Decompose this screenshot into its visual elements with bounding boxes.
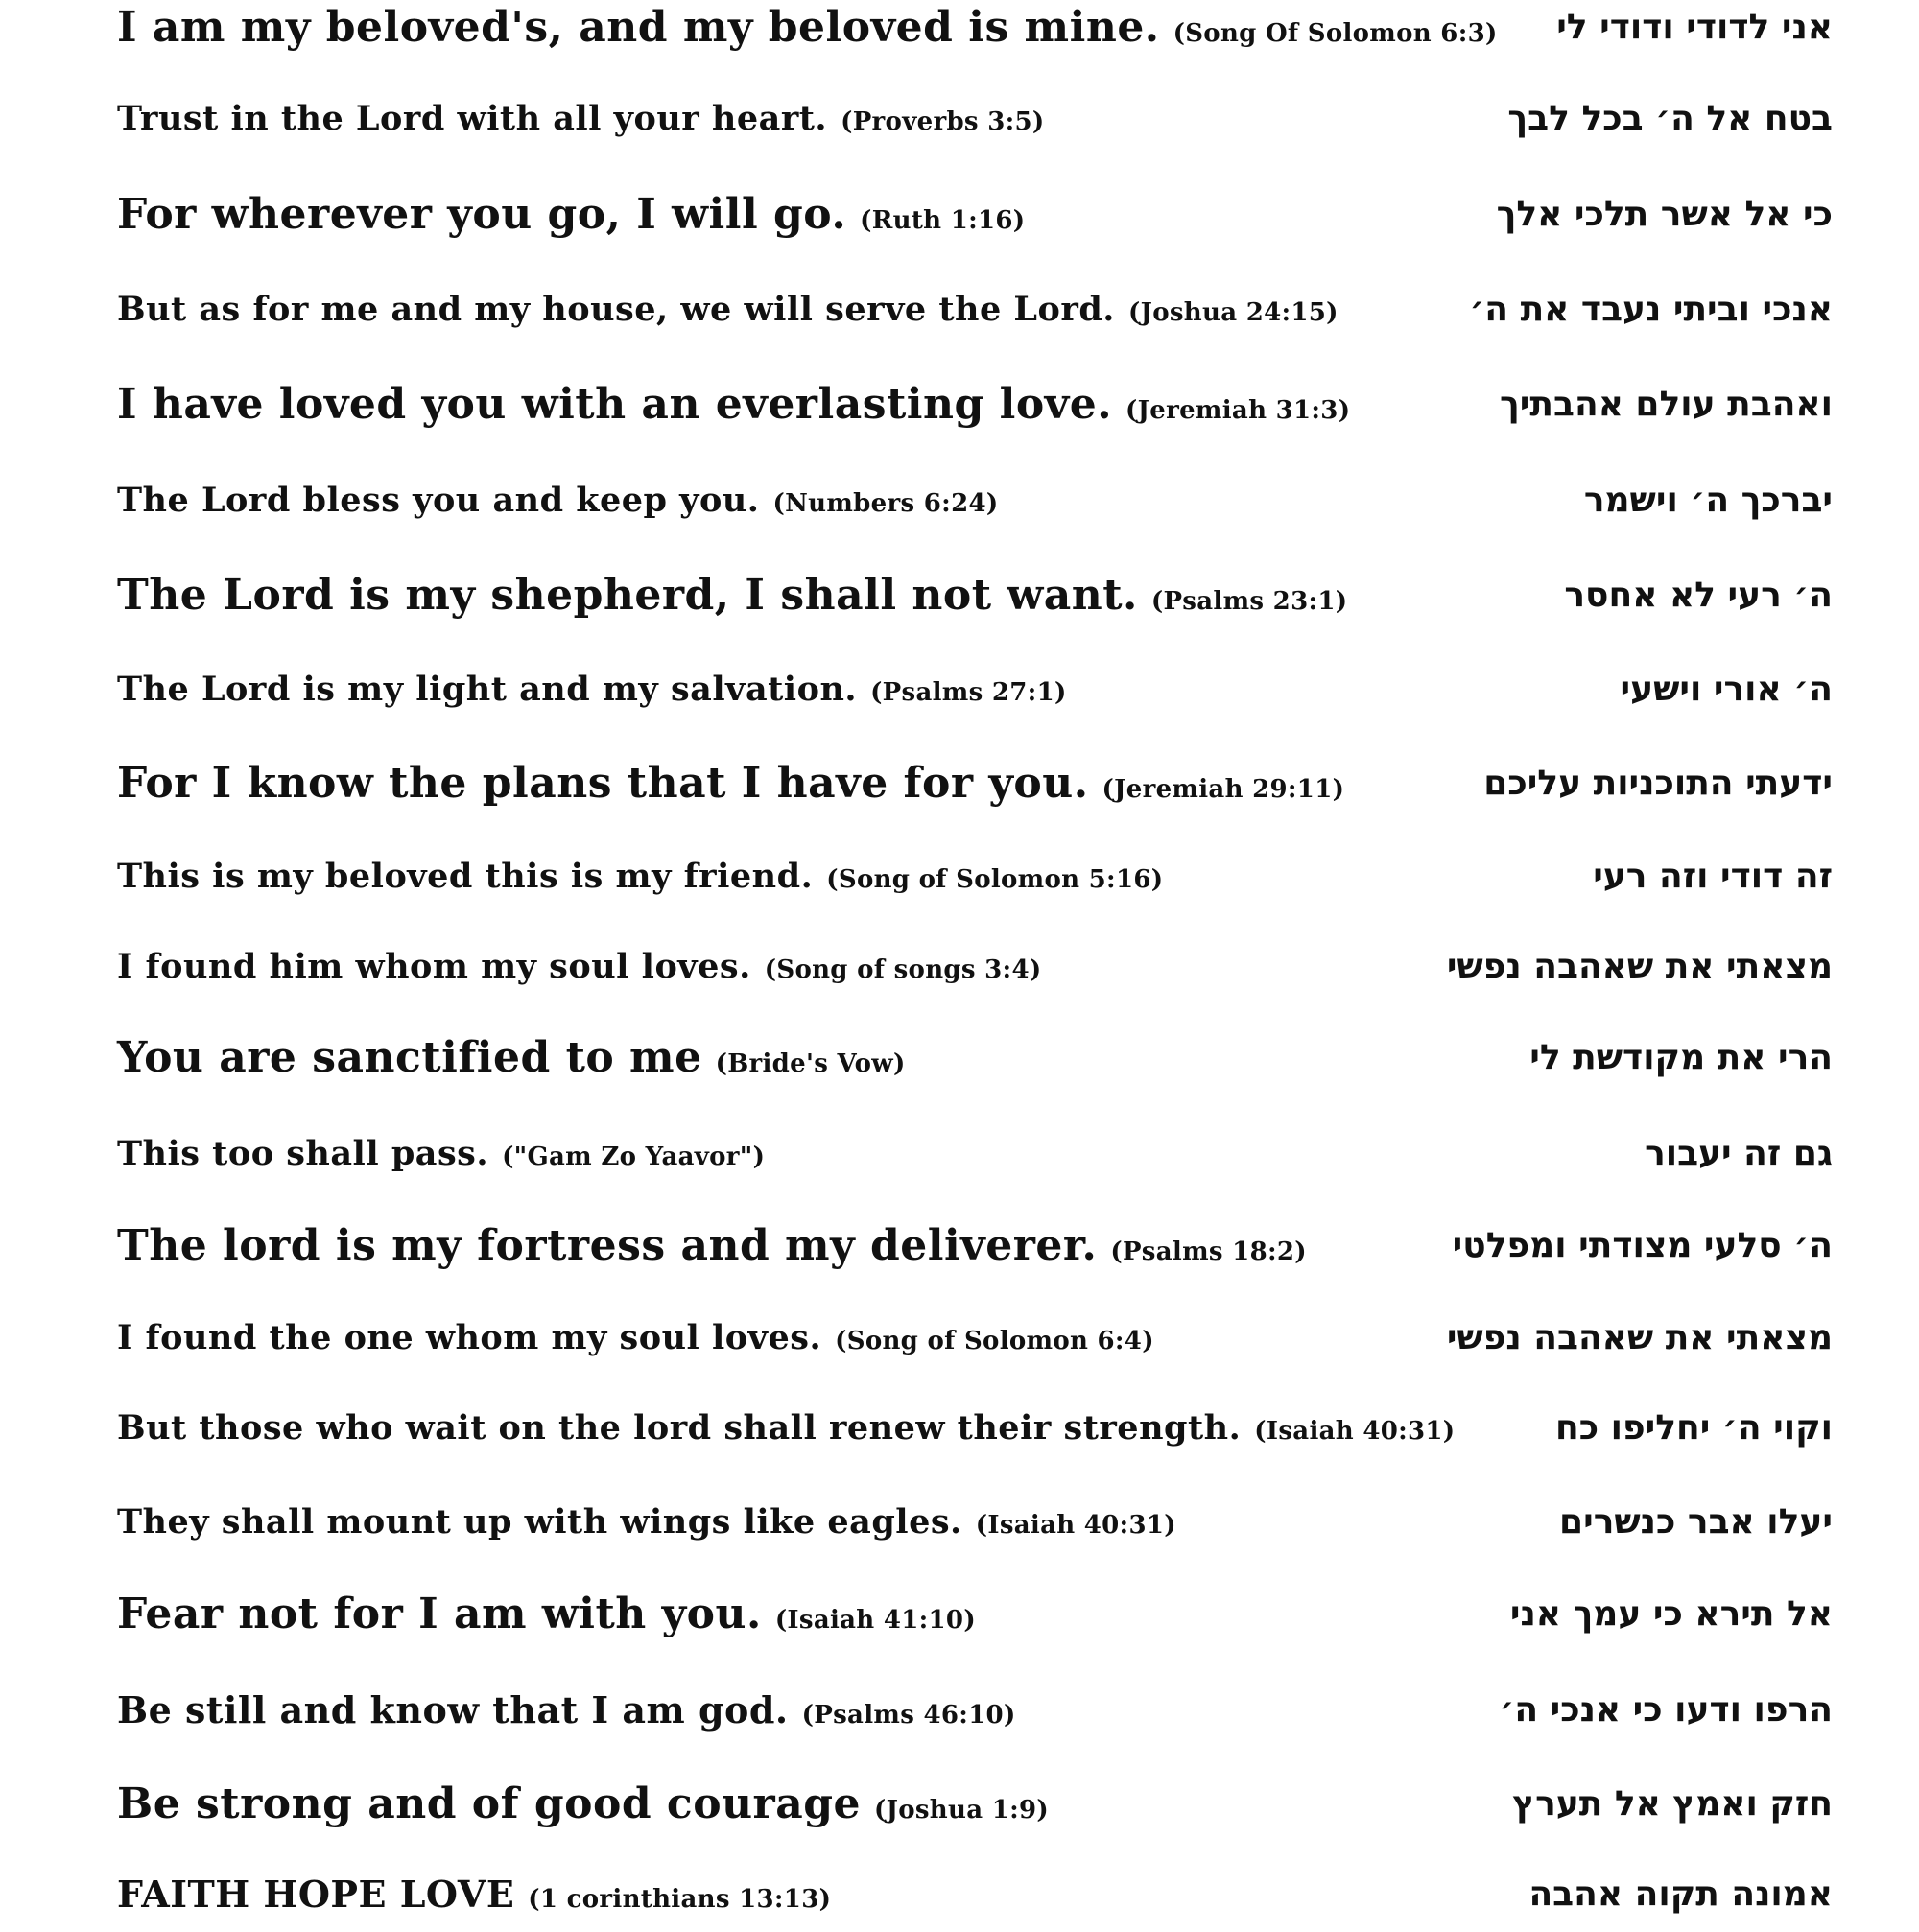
verse-english (117, 1033, 906, 1082)
verse-hebrew: וקוי ה׳ יחליפו כח (1554, 1407, 1833, 1448)
verse-text: But as for me and my house, we will serve the Lord. (117, 289, 1115, 329)
verse-reference: (Joshua 1:9) (874, 1795, 1049, 1825)
verse-hebrew: אנכי וביתי נעבד את ה׳ (1469, 289, 1833, 329)
verse-english (117, 190, 1025, 239)
verse-english (117, 1408, 1455, 1448)
verse-row (117, 837, 1833, 914)
verse-english (117, 759, 1344, 808)
verse-reference: (Ruth 1:16) (860, 205, 1026, 235)
verse-reference: (Isaiah 41:10) (774, 1605, 976, 1635)
verse-row (117, 1019, 1833, 1096)
verse-reference: (Bride's Vow) (715, 1048, 906, 1078)
verse-reference: (1 corinthians 13:13) (528, 1884, 832, 1914)
verse-english (117, 1779, 1049, 1828)
verse-english (117, 1221, 1307, 1270)
verse-row (117, 1299, 1833, 1376)
verse-reference: (Psalms 27:1) (870, 677, 1067, 707)
verse-row (117, 1671, 1833, 1748)
verse-text: I have loved you with an everlasting love. (117, 379, 1113, 429)
verse-hebrew: כי אל אשר תלכי אלך (1496, 194, 1833, 234)
verse-row (117, 556, 1833, 633)
verse-reference: (Numbers 6:24) (772, 488, 999, 518)
verse-row (117, 1483, 1833, 1560)
verse-english (117, 1590, 976, 1638)
verse-text: Fear not for I am with you. (117, 1589, 762, 1638)
verse-text: The Lord bless you and keep you. (117, 480, 760, 520)
verse-row (117, 744, 1833, 821)
verse-reference: (Jeremiah 29:11) (1102, 774, 1345, 804)
verse-reference: (Psalms 18:2) (1110, 1237, 1307, 1266)
verse-row (117, 1207, 1833, 1284)
verse-text: Be still and know that I am god. (117, 1687, 789, 1732)
verse-reference: (Jeremiah 31:3) (1125, 395, 1351, 425)
verse-row (117, 176, 1833, 252)
verse-hebrew: הרי את מקודשת לי (1529, 1037, 1833, 1077)
verse-english (117, 1502, 1176, 1542)
verse-english (117, 947, 1041, 986)
verse-reference: (Song Of Solomon 6:3) (1173, 18, 1498, 48)
verse-hebrew: מצאתי את שאהבה נפשי (1446, 946, 1833, 986)
verse-english (117, 670, 1067, 709)
verse-text: The Lord is my light and my salvation. (117, 669, 858, 709)
verse-english (117, 99, 1045, 138)
verse-english (117, 571, 1347, 620)
verse-reference: (Joshua 24:15) (1128, 297, 1339, 327)
verse-text: The Lord is my shepherd, I shall not want. (117, 570, 1138, 620)
verse-hebrew: אמונה תקוה אהבה (1528, 1873, 1833, 1914)
verse-hebrew: ה׳ רעי לא אחסר (1564, 575, 1833, 615)
verse-text: For I know the plans that I have for you. (117, 758, 1089, 808)
verse-hebrew: ידעתי התוכניות עליכם (1483, 763, 1833, 803)
verse-reference: (Isaiah 40:31) (1254, 1416, 1456, 1446)
verse-row (117, 0, 1833, 65)
verse-english (117, 1873, 831, 1916)
verse-row (117, 271, 1833, 347)
verse-text: This is my beloved this is my friend. (117, 856, 814, 896)
verse-english (117, 1688, 1016, 1732)
verse-text: I found him whom my soul loves. (117, 946, 751, 986)
verse-row (117, 928, 1833, 1004)
verse-hebrew: בטח אל ה׳ בכל לבך (1507, 98, 1833, 138)
verse-reference: (Psalms 23:1) (1150, 586, 1348, 616)
verse-text: FAITH HOPE LOVE (117, 1872, 515, 1916)
verse-hebrew: זה דודי וזה רעי (1593, 856, 1833, 896)
verse-text: I found the one whom my soul loves. (117, 1317, 822, 1357)
verse-hebrew: אני לדודי ודודי לי (1556, 7, 1833, 47)
verse-english (117, 857, 1163, 896)
verse-hebrew: אל תירא כי עמך אני (1509, 1593, 1833, 1634)
verse-text: I am my beloved's, and my beloved is mine. (117, 2, 1160, 52)
verse-text: Be strong and of good courage (117, 1779, 862, 1828)
verse-reference: (Song of songs 3:4) (764, 954, 1042, 984)
verse-text: This too shall pass. (117, 1133, 489, 1173)
verse-hebrew: מצאתי את שאהבה נפשי (1446, 1317, 1833, 1357)
verse-hebrew: הרפו ודעו כי אנכי ה׳ (1499, 1689, 1833, 1730)
verse-english (117, 481, 998, 520)
verse-english (117, 1318, 1154, 1357)
verse-text: Trust in the Lord with all your heart. (117, 98, 828, 138)
verse-row (117, 650, 1833, 727)
verse-english (117, 1134, 765, 1173)
verse-row (117, 1765, 1833, 1842)
verse-row (117, 365, 1833, 442)
verse-row (117, 80, 1833, 156)
verse-text: But those who wait on the lord shall renew their strength. (117, 1407, 1242, 1448)
verse-row (117, 461, 1833, 538)
verse-hebrew: ואהבת עולם אהבתיך (1500, 384, 1833, 424)
verse-row (117, 1115, 1833, 1191)
verse-row (117, 1575, 1833, 1652)
verse-text: You are sanctified to me (117, 1032, 702, 1082)
verse-hebrew: ה׳ אורי וישעי (1620, 669, 1833, 709)
verse-row (117, 1855, 1833, 1932)
verse-row (117, 1389, 1833, 1466)
verse-reference: (Song of Solomon 5:16) (826, 864, 1164, 894)
verse-reference: (Song of Solomon 6:4) (835, 1326, 1154, 1355)
verse-english (117, 3, 1498, 52)
verse-reference: (Psalms 46:10) (801, 1700, 1016, 1730)
verse-reference: (Proverbs 3:5) (841, 106, 1045, 136)
verse-hebrew: יעלו אבר כנשרים (1559, 1501, 1833, 1542)
verse-reference: ("Gam Zo Yaavor") (502, 1142, 766, 1171)
verse-english (117, 290, 1339, 329)
verse-hebrew: ה׳ סלעי מצודתי ומפלטי (1452, 1225, 1833, 1265)
verse-hebrew: חזק ואמץ אל תערץ (1512, 1783, 1833, 1824)
verse-hebrew: יברכך ה׳ וישמר (1583, 480, 1833, 520)
verse-text: For wherever you go, I will go. (117, 189, 847, 239)
verse-text: The lord is my fortress and my deliverer. (117, 1220, 1098, 1270)
verse-english (117, 380, 1350, 429)
verse-text: They shall mount up with wings like eagles. (117, 1501, 962, 1542)
verse-reference: (Isaiah 40:31) (975, 1510, 1176, 1540)
verse-hebrew: גם זה יעבור (1645, 1133, 1833, 1173)
